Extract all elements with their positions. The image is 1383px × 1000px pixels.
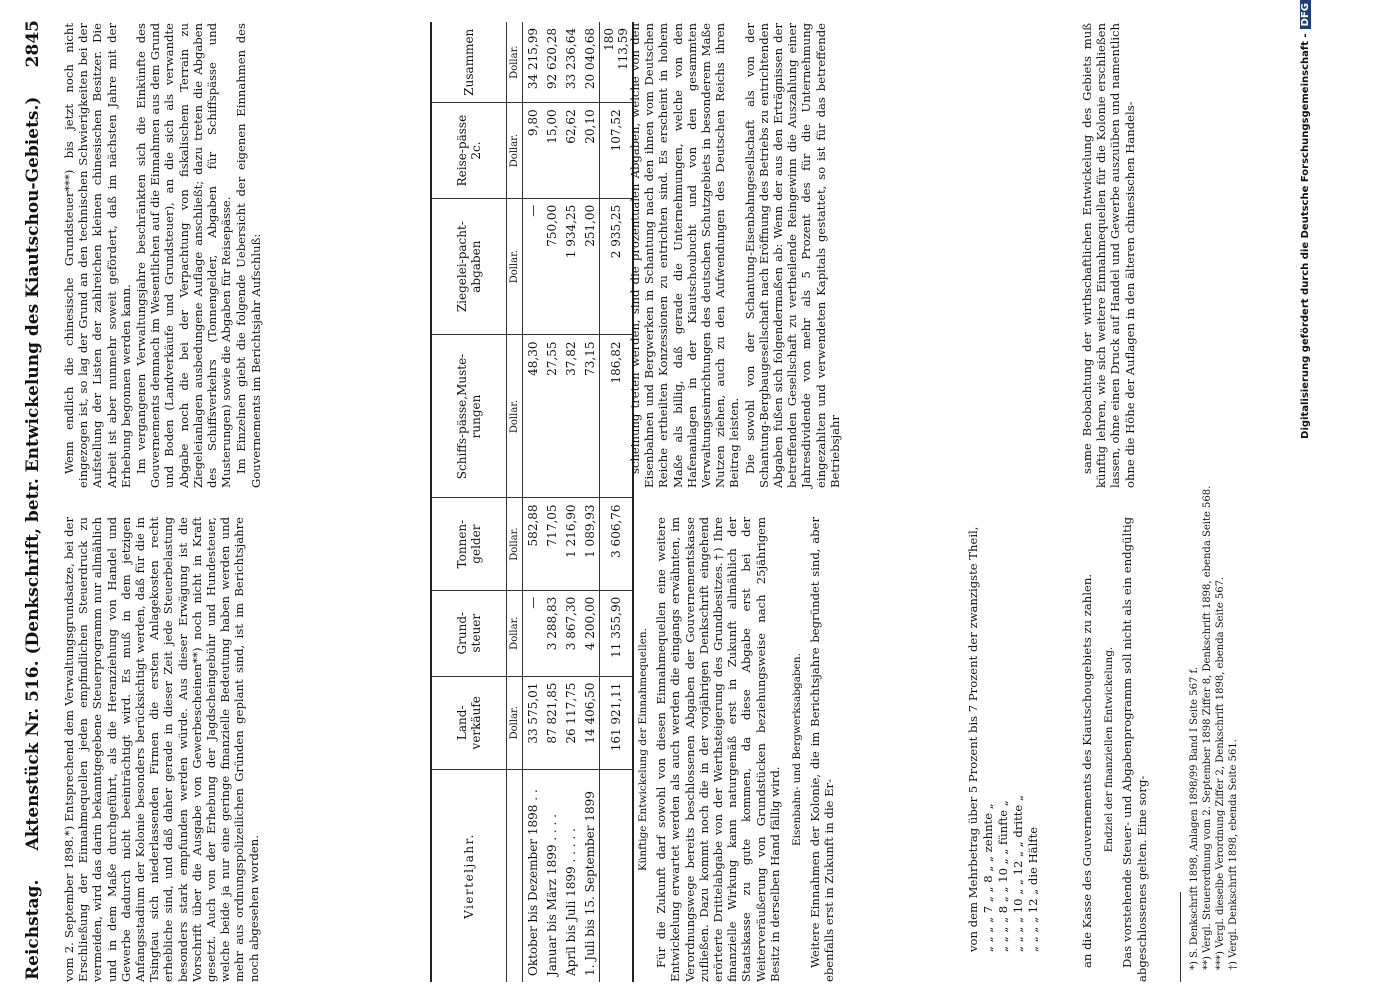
lower-right-column [628,23,843,488]
dividend-scale [960,42,1047,982]
col-header: Grund-steuer [431,590,507,676]
paragraph: Das vorstehende Steuer- und Abgabenprogramm soll nicht als ein endgültig abgeschlossenes gelten. Eine sorg- [1120,517,1149,982]
table-row [523,22,543,982]
cell: 33 575,01 [523,676,543,769]
paragraph: scheinung treten werden, sind die prozentualen Abgaben, welche von den Eisenbahnen und Bergwerken in Schantung nach den ihnen vom Deutschen Reiche ertheilten Konzessionen zu entrichten sind. Es erscheint in hohem Maße als billig, daß gerade die Unternehmungen, welche von den Hafenanlagen in der Kiautschoubucht und von den gesammten Verwaltungseinrichtungen des deutschen Schutzgebiets in besonderem Maße Nutzen ziehen, auch zu den Aufwendungen des Deutschen Reichs ihren Beitrag leisten. [628,23,742,488]
footnote-rule [1180,892,1181,982]
scale-line: „ „ „ „ 10 „ „ 12 „ „ dritte „ [1011,795,1025,952]
cell: 34 215,99 [523,22,543,103]
cell: 11 355,90 [600,590,634,676]
paragraph: Für die Zukunft darf sowohl von diesen Einnahmequellen eine weitere Entwickelung erwartet werden als auch werden die eingangs erwähnten, im Verordnungswege bereits beschlossenen Abgaben der Gouvernementskasse zufließen. Dazu kommt noch die in der vorjährigen Denkschrift eingehend erörterte Drittelabgabe von der Werthsteigerung des Grundbesitzes.†) Ihre finanzielle Wirkung kann naturgemäß erst in Zukunft allmählich der Staatskasse zu gute kommen, da diese Abgabe erst bei der Weiterveräußerung von Grundstücken beziehungsweise nach 25jährigem Besitz in derselben Hand fällig wird. [654,517,782,982]
footnotes [1188,70,1240,970]
paragraph: Die sowohl von der Schantung-Eisenbahngesellschaft als von der Schantung-Bergbaugesellschaft nach Eröffnung des Betriebs zu entrichtenden Abgaben fußen sich folgendermaßen ab: Wenn der aus den Erträgnissen der betreffenden Gesellschaft zu vertheilende Reingewinn die Auszahlung einer Jahresdividende von mehr als 5 Prozent des für die Unternehmung eingezahlten und verwendeten Kapitals gestattet, so ist für das betreffende Betriebsjahr [742,23,842,488]
paragraph: Im vergangenen Verwaltungsjahre beschränkten sich die Einkünfte des Gouvernements demnach im Wesentlichen auf die Einnahmen aus dem Grund und Boden (Landverkäufe und Grundsteuer), an die sich als verwandte Abgabe noch die bei der Verpachtung von fiskalischem Terrain zu Ziegeleianlagen ausbedungene Auflage anschließt; dazu treten die Abgaben des Schiffsverkehrs (Tonnengelder, Abgaben für Schiffspässe und Musterungen) sowie die Abgaben für Reisepässe. [134,23,234,488]
col-header: Tonnen-gelder [431,498,507,590]
col-header: Reise-pässe 2c. [431,103,507,198]
cell: 33 236,64 [561,22,580,103]
section-heading: Künftige Entwickelung der Einnahmequellen. [637,627,649,872]
cell: 3 288,83 [542,590,561,676]
bottom-right-column [1080,23,1138,488]
footnote: *) S. Denkschrift 1898, Anlagen 1898/99 Band I Seite 567 f. [1189,666,1200,970]
cell: 107,52 [600,103,634,198]
header-title: Aktenstück Nr. 516. (Denkschrift, betr. Entwickelung des Kiautschou-Gebiets.) [23,96,43,851]
cell: 92 620,28 [542,22,561,103]
paragraph: same Beobachtung der wirthschaftlichen Entwickelung des Gebiets muß künftig lehren, wie sich weitere Einnahmequellen für die Kolonie erschließen lassen, ohne einen Druck auf Handel und Gewerbe auszuüben und namentlich ohne die Höhe der Auflagen in den älteren chinesischen Handels- [1080,23,1137,488]
cell: 87 821,85 [542,676,561,769]
scale-line: „ „ „ „ 7 „ „ 8 „ „ zehnte „ [981,803,995,952]
cell: 3 606,76 [600,498,634,590]
cell: 186,82 [600,335,634,498]
cell: — [523,590,543,676]
unit-label: Dollar. [507,590,523,676]
scale-line: „ „ „ „ 12 „ die Hälfte [1026,826,1040,952]
bottom-left-column [1080,517,1150,982]
digitization-credit [1300,0,1311,1000]
page-header [18,20,48,980]
paragraph: vom 2. September 1898.*) Entsprechend dem Verwaltungsgrundsatze, bei der Erschließung der Einnahmequellen jeden empfindlichen Steuerdruck zu vermeiden, wird das darin bekanntgegebene Steuerprogramm nur allmählich und in dem Maße durchgeführt, als die Heranziehung von Handel und Gewerbe dadurch nicht beeinträchtigt wird. Es muß in dem jetzigen Anfangsstadium der Kolonie besonders berücksichtigt werden, daß für die in Tsingtau sich niederlassenden Firmen die ersten Anlagekosten recht erhebliche sind, und daß daher gerade in dieser Zeit jede Steuerbelastung besonders stark empfunden werden würde. Aus dieser Erwägung ist die Vorschrift über die Ausgabe von Gewerbescheinen**) noch nicht in Kraft gesetzt. Auch von der Erhebung der Jagdscheingebühr und Hundesteuer, welche beide ja nur eine geringe finanzielle Bedeutung haben werden und mehr aus ordnungspolizeilichen Gründen geplant sind, ist im Berichtsjahre noch abgesehen worden. [62,517,261,982]
table-row [561,22,580,982]
footnote: †) Vergl. Denkschrift 1898, ebenda Seite 561. [1228,739,1239,970]
cell: 15,00 [542,103,561,198]
footnote: **) Vergl. Steuerordnung vom 2. September 1898 Ziffer 8, Denkschrift 1898, ebenda Seite 568. [1202,485,1213,970]
dfg-logo: DFG [1300,0,1311,29]
cell: 1 934,25 [561,198,580,335]
section-heading: Eisenbahn- und Bergwerksabgaben. [791,653,804,847]
cell: Januar bis März 1899 . . . . [544,814,559,976]
cell: 20 040,68 [580,22,600,103]
cell: 73,15 [580,335,600,498]
paragraph: an die Kasse des Gouvernements des Kiautschougebiets zu zahlen. [1080,573,1094,968]
cell: 20,10 [580,103,600,198]
unit-label: Dollar. [507,22,523,103]
cell: 37,82 [561,335,580,498]
col-header: Zusammen [431,22,507,103]
scale-line: „ „ „ „ 8 „ „ 10 „ „ fünfte „ [996,800,1010,952]
unit-label: Dollar. [507,335,523,498]
unit-label: Dollar. [507,498,523,590]
cell: Oktober bis Dezember 1898 . . [525,789,540,976]
cell: 2 935,25 [600,198,634,335]
cell: 161 921,11 [600,676,634,769]
cell: 1. Juli bis 15. September 1899 [582,791,597,976]
cell: April bis Juli 1899 . . . . . [563,828,578,976]
cell: 717,05 [542,498,561,590]
cell: 180 113,59 [600,22,634,103]
section-heading: Endziel der finanziellen Entwickelung. [1103,646,1116,853]
cell: 26 117,75 [561,676,580,769]
col-header: Ziegelei-pacht-abgaben [431,198,507,335]
header-left: Reichstag. [23,879,43,980]
col-header: Schiffs-pässe,Muste-rungen [431,335,507,498]
cell: 9,80 [523,103,543,198]
unit-label: Dollar. [507,103,523,198]
cell: 27,55 [542,335,561,498]
cell: 582,88 [523,498,543,590]
page-number: 2845 [23,20,43,68]
lower-left-column [628,517,838,982]
table-row [542,22,561,982]
col-header: Vierteljahr. [431,770,507,983]
cell: 3 867,30 [561,590,580,676]
table-row [580,22,600,982]
footnote: ***) Vergl. dieselbe Verordnung Ziffer 2, Denkschrift 1898, ebenda Seite 567. [1215,576,1226,970]
paragraph: Im Einzelnen giebt die folgende Uebersicht der eigenen Einnahmen des Gouvernements im Berichtsjahr Aufschluß: [234,23,263,488]
unit-label: Dollar. [507,676,523,769]
credit-text: Digitalisierung gefördert durch die Deutsche Forschungsgemeinschaft - [1300,33,1311,439]
cell: — [523,198,543,335]
upper-right-column [62,23,264,488]
paragraph: Weitere Einnahmen der Kolonie, die im Berichtsjahre begründet sind, aber ebenfalls erst in Zukunft in die Er- [808,517,837,982]
unit-label: Dollar. [507,198,523,335]
paragraph: Wenn endlich die chinesische Grundsteuer***) bis jetzt noch nicht eingezogen ist, so lag der Grund an den technischen Schwierigkeiten bei der Aufstellung der Listen der zahlreichen kleinen chinesischen Besitzer. Die Arbeit ist aber nunmehr soweit gefördert, daß im nächsten Jahre mit der Erhebung begonnen werden kann. [62,23,133,488]
col-header: Land-verkäufe [431,676,507,769]
cell: 14 406,50 [580,676,600,769]
cell: 48,30 [523,335,543,498]
revenue-table [430,22,634,982]
cell: 1 089,93 [580,498,600,590]
cell: 62,62 [561,103,580,198]
cell: 251,00 [580,198,600,335]
cell: 1 216,90 [561,498,580,590]
cell: 750,00 [542,198,561,335]
cell: 4 200,00 [580,590,600,676]
scale-line: von dem Mehrbetrag über 5 Prozent bis 7 Prozent der zwanzigste Theil, [966,526,980,952]
upper-left-column [62,517,262,982]
